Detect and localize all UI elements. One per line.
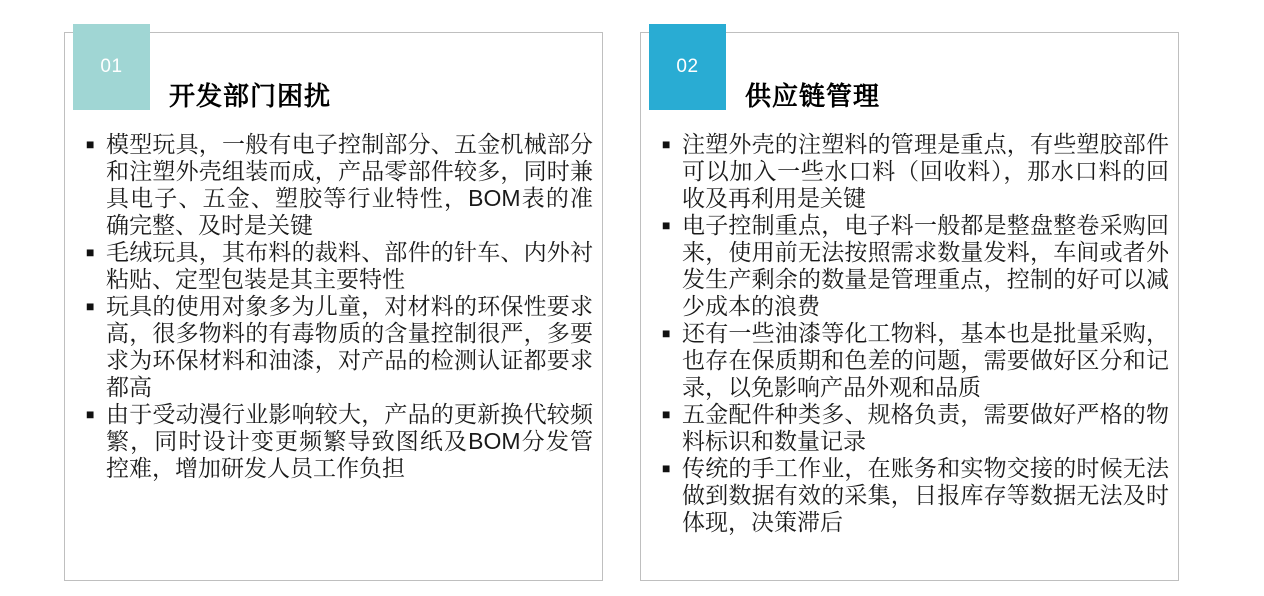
bullet-text: 还有一些油漆等化工物料，基本也是批量采购，也存在保质期和色差的问题，需要做好区分和记录，以免影响产品外观和品质 (682, 320, 1169, 400)
bullet-square-icon: ■ (662, 217, 671, 233)
list-item (86, 401, 593, 482)
bullet-square-icon: ■ (86, 406, 95, 422)
number-badge-02: 02 (649, 24, 726, 110)
bullet-square-icon: ■ (86, 244, 95, 260)
bullet-square-icon: ■ (662, 325, 671, 341)
bullet-text: 电子控制重点，电子料一般都是整盘整卷采购回来，使用前无法按照需求数量发料，车间或者外发生产剩余的数量是管理重点，控制的好可以减少成本的浪费 (682, 212, 1169, 319)
list-item (662, 212, 1169, 320)
bullet-square-icon: ■ (662, 136, 671, 152)
bullet-list (86, 131, 593, 482)
bullet-square-icon: ■ (86, 298, 95, 314)
list-item (662, 320, 1169, 401)
bullet-text: 传统的手工作业，在账务和实物交接的时候无法做到数据有效的采集，日报库存等数据无法及时体现，决策滞后 (682, 455, 1169, 535)
bullet-list (662, 131, 1169, 536)
list-item (662, 455, 1169, 536)
bullet-text: 注塑外壳的注塑料的管理是重点，有些塑胶部件可以加入一些水口料（回收料），那水口料的回收及再利用是关键 (682, 131, 1169, 211)
panel-title: 供应链管理 (745, 81, 881, 111)
list-item (662, 131, 1169, 212)
panel-dev-department-issues (64, 32, 603, 581)
bullet-square-icon: ■ (86, 136, 95, 152)
bullet-text: 模型玩具，一般有电子控制部分、五金机械部分和注塑外壳组装而成，产品零部件较多，同时兼具电子、五金、塑胶等行业特性，BOM表的准确完整、及时是关键 (106, 131, 593, 238)
list-item (662, 401, 1169, 455)
bullet-text: 由于受动漫行业影响较大，产品的更新换代较频繁，同时设计变更频繁导致图纸及BOM分发管控难，增加研发人员工作负担 (106, 401, 593, 481)
bullet-square-icon: ■ (662, 406, 671, 422)
list-item (86, 239, 593, 293)
bullet-text: 玩具的使用对象多为儿童，对材料的环保性要求高，很多物料的有毒物质的含量控制很严，多要求为环保材料和油漆，对产品的检测认证都要求都高 (106, 293, 593, 400)
list-item (86, 131, 593, 239)
bullet-text: 毛绒玩具，其布料的裁料、部件的针车、内外衬粘贴、定型包装是其主要特性 (106, 239, 593, 292)
bullet-text: 五金配件种类多、规格负责，需要做好严格的物料标识和数量记录 (682, 401, 1169, 454)
bullet-square-icon: ■ (662, 460, 671, 476)
number-badge-01: 01 (73, 24, 150, 110)
list-item (86, 293, 593, 401)
panel-title: 开发部门困扰 (169, 81, 332, 111)
panel-supply-chain-management (640, 32, 1179, 581)
